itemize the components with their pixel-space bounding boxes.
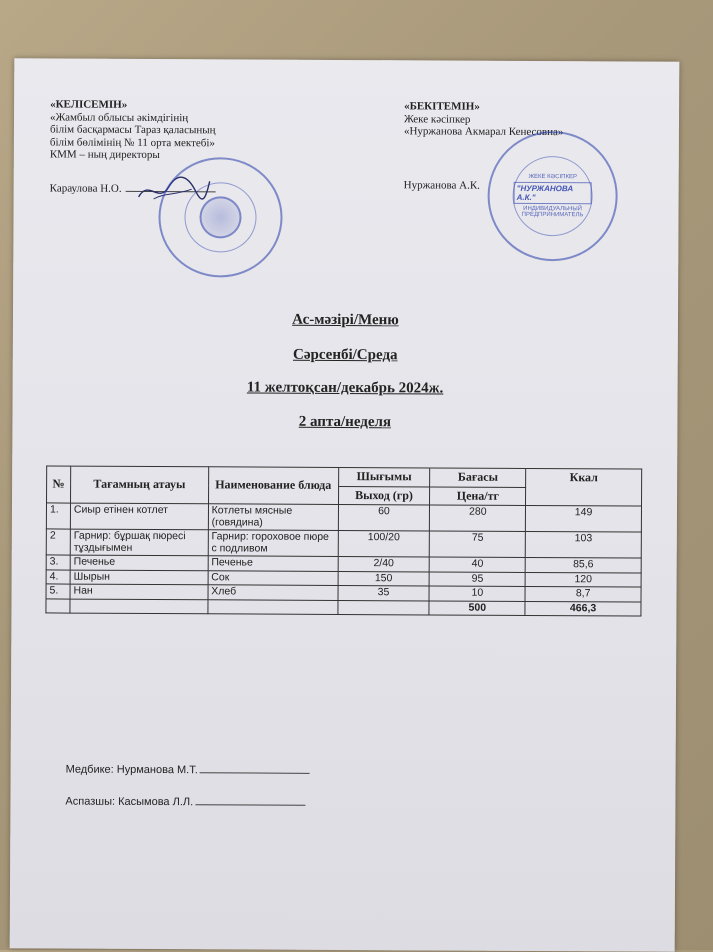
total-price: 500 (429, 600, 525, 615)
menu-title: Ас-мәзірі/Меню (292, 311, 399, 329)
col-header-yield-ru: Выход (гр) (338, 486, 430, 505)
cell-name-ru: Хлеб (208, 585, 338, 600)
signature-line (200, 772, 310, 774)
cell-price: 40 (430, 557, 526, 572)
col-header-kcal: Ккал (526, 468, 642, 506)
cell-name-kz: Сиыр етінен котлет (70, 503, 208, 530)
cell-yield: 2/40 (338, 556, 430, 571)
cell-num: 4. (46, 569, 70, 584)
emblem-icon (199, 196, 241, 238)
cell-name-kz: Печенье (70, 555, 208, 570)
col-header-name-ru: Наименование блюда (208, 467, 338, 505)
cell-yield: 100/20 (338, 530, 430, 556)
day-title: Сәрсенбі/Среда (292, 346, 398, 364)
col-header-price-ru: Цена/тг (430, 486, 526, 505)
signer-right-name: Нуржанова А.К. (403, 179, 480, 192)
col-header-price-kz: Бағасы (430, 468, 526, 487)
cell-kcal: 8,7 (525, 586, 641, 601)
cell-name-ru: Печенье (208, 556, 338, 571)
signer-right (404, 179, 480, 191)
cell-num: 2 (46, 529, 70, 555)
nurse-signature (66, 764, 310, 777)
cell-yield: 35 (338, 585, 430, 600)
cell-name-kz: Шырын (70, 570, 208, 585)
total-kcal: 466,3 (525, 601, 641, 616)
approval-line: КММ – ның директоры (49, 148, 160, 162)
cell-kcal: 103 (525, 531, 641, 558)
approval-heading-left: «КЕЛІСЕМІН» (50, 98, 128, 111)
approval-line: білім басқармасы Тараз қаласының (49, 123, 216, 137)
seal-top-text: ЖЕКЕ КӘСІПКЕР (528, 173, 578, 181)
school-seal (158, 157, 283, 278)
cell-kcal: 120 (525, 572, 641, 587)
signer-left-name: Караулова Н.О. (49, 182, 122, 195)
cell-num: 3. (46, 555, 70, 570)
approval-line: Жеке кәсіпкер (403, 112, 471, 126)
totals-row (46, 598, 641, 616)
approval-block-left (50, 98, 290, 162)
col-header-yield-kz: Шығымы (338, 467, 430, 486)
cell-name-kz: Нан (70, 584, 208, 599)
cell-num: 5. (46, 584, 70, 599)
table-row (46, 529, 641, 558)
cell-price: 95 (430, 571, 526, 586)
approval-line: «Жамбыл облысы әкімдігінің (49, 110, 189, 124)
cell-num: 1. (46, 503, 70, 529)
cook-name: Аспазшы: Касымова Л.Л. (65, 795, 194, 809)
entrepreneur-seal (487, 131, 618, 262)
cell-name-kz: Гарнир: бұршақ пюресі тұздығымен (70, 529, 208, 556)
week-title: 2 апта/неделя (298, 413, 392, 431)
seal-bottom-text: ИНДИВИДУАЛЬНЫЙ ПРЕДПРИНИМАТЕЛЬ (521, 205, 584, 219)
cell-price: 10 (429, 586, 525, 601)
cell-yield: 150 (338, 571, 430, 586)
col-header-name-kz: Тағамның атауы (70, 466, 208, 504)
cell-price: 280 (430, 505, 526, 532)
menu-table (45, 465, 642, 616)
cell-price: 75 (430, 531, 526, 558)
cell-name-ru: Сок (208, 570, 338, 585)
seal-name: "НУРЖАНОВА А.К." (514, 182, 592, 204)
approval-block-right (404, 100, 644, 139)
col-header-num: № (47, 466, 71, 503)
approval-heading-right: «БЕКІТЕМІН» (404, 100, 480, 113)
cell-kcal: 85,6 (525, 557, 641, 572)
cook-signature (65, 796, 305, 809)
document-page (10, 58, 680, 951)
cell-yield: 60 (338, 504, 430, 530)
cell-name-ru: Котлеты мясные (говядина) (208, 504, 338, 531)
cell-name-ru: Гарнир: гороховое пюре с подливом (208, 530, 338, 557)
approval-line: білім бөлімінің № 11 орта мектебі» (49, 135, 215, 149)
nurse-name: Медбике: Нурманова М.Т. (65, 763, 198, 777)
date-title: 11 желтоқсан/декабрь 2024ж. (246, 379, 444, 397)
signature-line (195, 804, 305, 806)
table-row (46, 503, 641, 532)
cell-kcal: 149 (526, 505, 642, 532)
approval-line: «Нуржанова Акмарал Кенесовна» (403, 125, 564, 139)
